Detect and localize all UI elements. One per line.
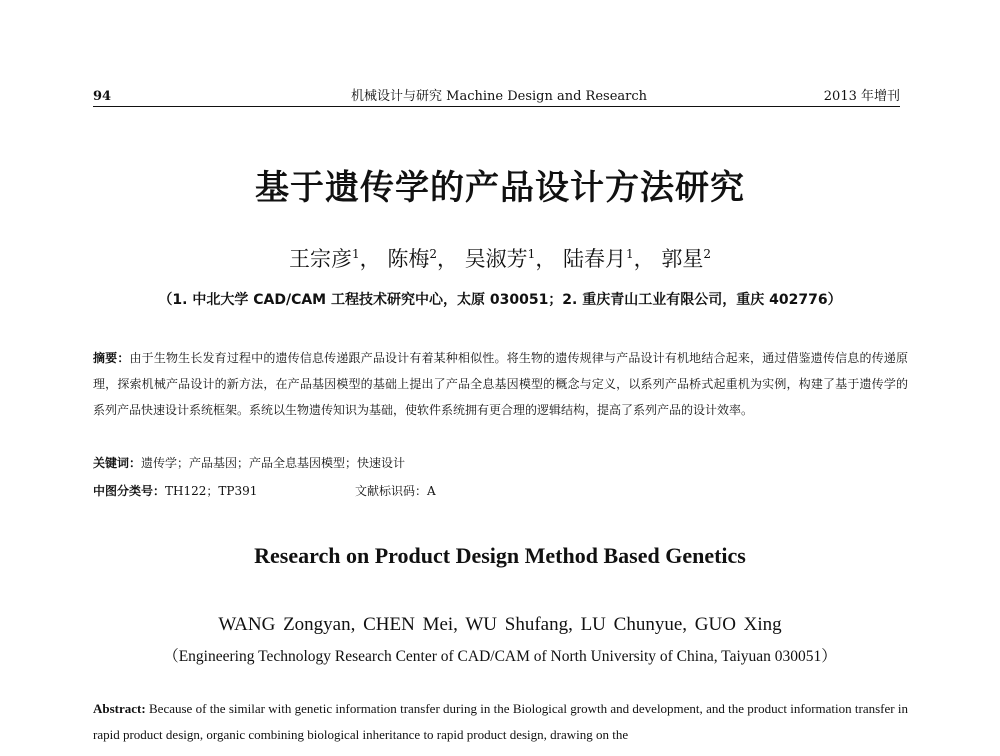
author-cn: 王宗彦$^1$，	[289, 247, 381, 271]
page-number: 94	[93, 89, 112, 104]
abstract-text-en: Because of the similar with genetic information transfer during in the Biological growth and development, and the product information transfer in rapid product design, organic combining biological inheritance to rapid product design, drawing on the	[93, 701, 909, 742]
keywords-label: 关键词：	[93, 456, 142, 470]
abstract-label-en: Abstract:	[93, 701, 146, 716]
chinese-affiliation: （1. 中北大学 CAD/CAM 工程技术研究中心，太原 030051；2. 重庆青山工业有限公司，重庆 402776）	[158, 292, 842, 308]
document-code: 文献标识码：A	[355, 484, 436, 498]
chinese-keywords	[93, 453, 405, 473]
english-abstract	[93, 696, 908, 748]
classification-code: TH122；TP391	[165, 484, 258, 498]
chinese-abstract	[93, 345, 908, 423]
author-cn: 郭星$^2$	[661, 247, 711, 271]
classification-line	[93, 481, 436, 501]
running-header	[93, 88, 900, 107]
author-cn: 陈梅$^2$，	[387, 247, 458, 271]
chinese-authors	[0, 243, 1000, 273]
english-affiliation: （Engineering Technology Research Center of CAD/CAM of North University of China, Taiyuan 030051）	[163, 648, 837, 665]
keywords-text: 遗传学；产品基因；产品全息基因模型；快速设计	[141, 456, 406, 470]
english-authors: WANG Zongyan, CHEN Mei, WU Shufang, LU Chunyue, GUO Xing	[218, 614, 782, 635]
english-title: Research on Product Design Method Based Genetics	[254, 543, 746, 568]
issue-label: 2013 年增刊	[823, 89, 900, 104]
abstract-label-cn: 摘要：	[93, 351, 130, 365]
chinese-title: 基于遗传学的产品设计方法研究	[255, 168, 745, 208]
classification-label: 中图分类号：	[93, 484, 166, 498]
author-cn: 吴淑芳$^1$，	[464, 247, 557, 271]
abstract-text-cn: 由于生物生长发育过程中的遗传信息传递跟产品设计有着某种相似性。将生物的遗传规律与产品设计有机地结合起来，通过借鉴遗传信息的传递原理，探索机械产品设计的新方法，在产品基因模型的基础上提出了产品全息基因模型的概念与定义，以系列产品桥式起重机为实例，构建了基于遗传学的系列产品快速设计系统框架。系统以生物遗传知识为基础，使软件系统拥有更合理的逻辑结构，提高了系列产品的设计效率。	[93, 351, 908, 417]
author-cn: 陆春月$^1$，	[563, 247, 655, 271]
journal-name: 机械设计与研究 Machine Design and Research	[351, 89, 648, 104]
